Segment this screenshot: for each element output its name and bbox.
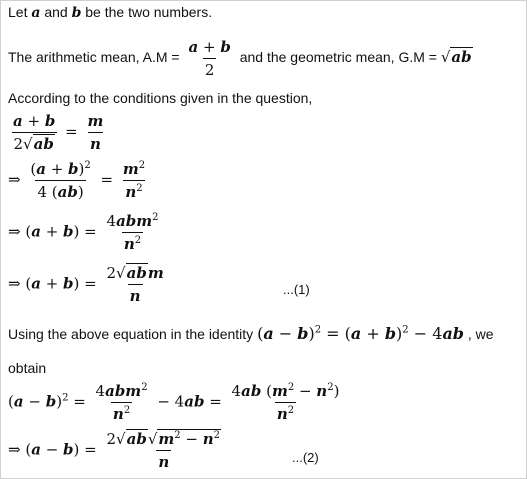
eq-1: ⇒ (a + b) = $\frac{\text{2√abm}}{n}$ — [8, 264, 164, 305]
eq-sum-squared: ⇒ (a + b) = $\frac{4abm^2}{n^2}$ — [8, 212, 159, 253]
eq-1-tag: ...(1) — [283, 282, 310, 297]
obtain-line — [8, 360, 46, 376]
eq-2-tag: ...(2) — [292, 450, 319, 465]
am-fraction: $\frac{a + b}{2}$ — [188, 38, 231, 79]
eq-squared: ⇒ $\frac{(a + b)^2}{4 (ab)}$ = $\frac{m^2}{n^2}$ — [8, 160, 146, 201]
var-b: b — [71, 5, 82, 21]
conditions-text: According to the conditions given in the question, — [8, 90, 313, 106]
identity-line — [8, 324, 494, 343]
var-a: a — [31, 5, 41, 21]
intro-text: Let — [8, 4, 28, 20]
gm-expr: √ab — [440, 48, 472, 67]
eq-difference-squared: $(a - b)^2$ = $\frac{4abm^2}{n^2}$ − 4ab = $\frac{4ab (m^2 - n^2)}{n^2}$ — [8, 382, 340, 423]
eq-ratio: $\frac{a + b}{2√ab}$ = $\frac{m}{n}$ — [13, 112, 104, 153]
gm-text: and the geometric mean, G.M = — [239, 49, 437, 66]
conditions-line — [8, 90, 312, 106]
eq-2: ⇒ (a − b) = $\frac{2√ab√m^2 - n^2}{n}$ — [8, 430, 221, 471]
intro-post: be the two numbers. — [85, 4, 213, 20]
am-text: The arithmetic mean, A.M = — [8, 49, 180, 66]
intro-line — [8, 4, 212, 21]
am-gm-line — [8, 38, 473, 79]
identity-text: Using the above equation in the identity — [8, 326, 254, 342]
identity-expr: $(a - b)^2 = (a + b)^2 - 4ab$ — [257, 324, 464, 343]
identity-post: , we — [467, 326, 494, 342]
obtain-text: obtain — [8, 360, 47, 376]
intro-and: and — [44, 4, 68, 20]
